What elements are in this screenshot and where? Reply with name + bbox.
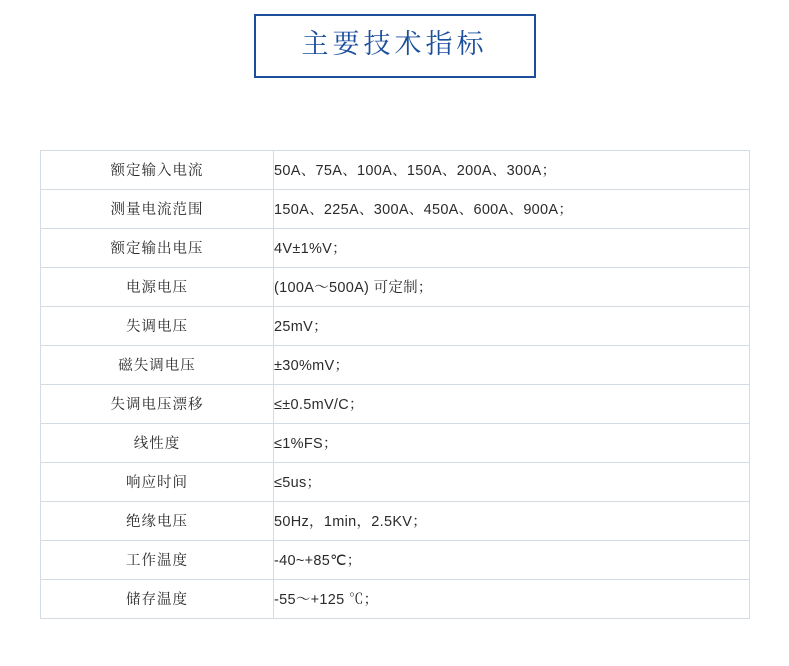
spec-label: 额定输出电压 bbox=[41, 228, 274, 267]
table-row bbox=[41, 306, 750, 345]
spec-label: 失调电压漂移 bbox=[41, 384, 274, 423]
table-row bbox=[41, 462, 750, 501]
spec-label: 线性度 bbox=[41, 423, 274, 462]
page-title: 主要技术指标 bbox=[301, 29, 488, 59]
table-row bbox=[41, 267, 750, 306]
spec-value: 150A、225A、300A、450A、600A、900A； bbox=[274, 189, 750, 228]
spec-value: 25mV； bbox=[274, 306, 750, 345]
spec-label: 失调电压 bbox=[41, 306, 274, 345]
table-row bbox=[41, 345, 750, 384]
table-row bbox=[41, 384, 750, 423]
spec-label: 磁失调电压 bbox=[41, 345, 274, 384]
spec-label: 响应时间 bbox=[41, 462, 274, 501]
spec-value: 50A、75A、100A、150A、200A、300A； bbox=[274, 150, 750, 189]
spec-value: 50Hz，1min，2.5KV； bbox=[274, 501, 750, 540]
table-row bbox=[41, 579, 750, 618]
spec-label: 绝缘电压 bbox=[41, 501, 274, 540]
page-title-area bbox=[0, 0, 789, 78]
table-row bbox=[41, 423, 750, 462]
spec-label: 储存温度 bbox=[41, 579, 274, 618]
page-title-box bbox=[254, 14, 536, 78]
table-row bbox=[41, 501, 750, 540]
spec-value: ≤±0.5mV/C； bbox=[274, 384, 750, 423]
spec-value: -40~+85℃； bbox=[274, 540, 750, 579]
spec-value: -55～+125 ℃； bbox=[274, 579, 750, 618]
spec-value: ≤1%FS； bbox=[274, 423, 750, 462]
spec-value: (100A～500A) 可定制； bbox=[274, 267, 750, 306]
table-row bbox=[41, 150, 750, 189]
spec-label: 测量电流范围 bbox=[41, 189, 274, 228]
specifications-table bbox=[40, 150, 750, 619]
spec-label: 额定输入电流 bbox=[41, 150, 274, 189]
spec-table-body bbox=[41, 150, 750, 618]
spec-table-container bbox=[0, 150, 789, 619]
spec-label: 工作温度 bbox=[41, 540, 274, 579]
table-row bbox=[41, 189, 750, 228]
spec-value: ±30%mV； bbox=[274, 345, 750, 384]
spec-value: ≤5us； bbox=[274, 462, 750, 501]
spec-value: 4V±1%V； bbox=[274, 228, 750, 267]
spec-label: 电源电压 bbox=[41, 267, 274, 306]
table-row bbox=[41, 540, 750, 579]
table-row bbox=[41, 228, 750, 267]
